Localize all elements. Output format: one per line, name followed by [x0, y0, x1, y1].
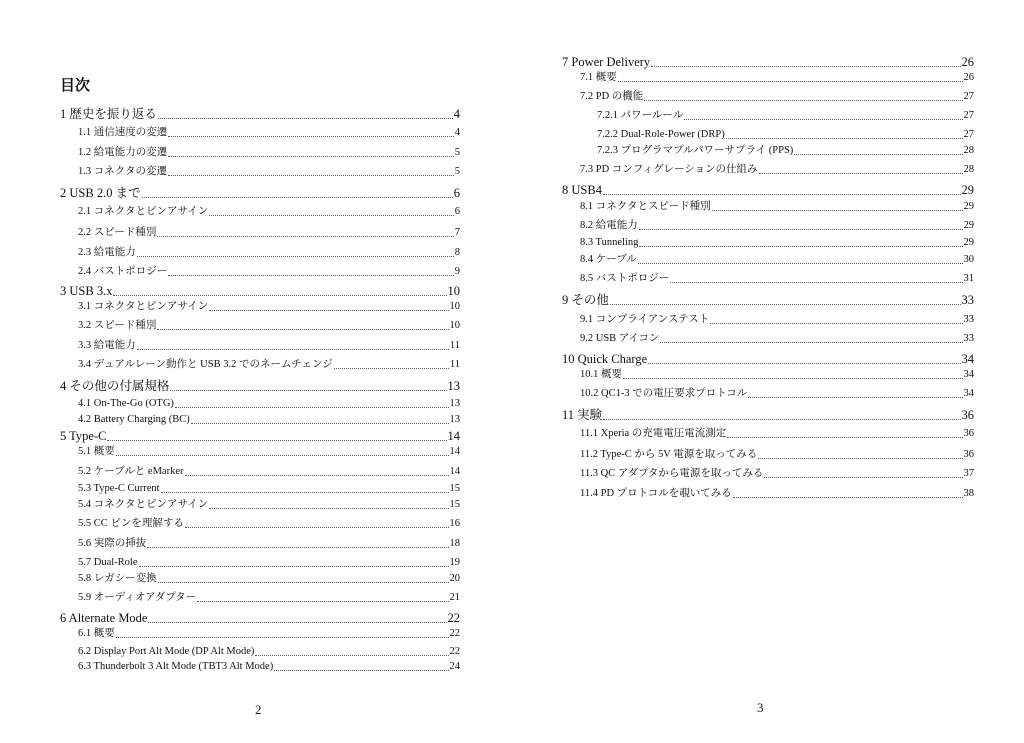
toc-entry-label: 3.1 コネクタとピンアサイン: [78, 301, 209, 312]
toc-entry-label: 6 Alternate Mode: [60, 611, 148, 625]
dot-leader: [168, 275, 454, 276]
toc-entry-page: 16: [449, 518, 460, 529]
toc-entry-page: 14: [449, 446, 460, 457]
dot-leader: [175, 407, 449, 408]
toc-entry-label: 7 Power Delivery: [562, 55, 651, 69]
dot-leader: [168, 175, 454, 176]
toc-entry-label: 5.9 オーディオアダプター: [78, 592, 197, 603]
toc-entry-label: 10.2 QC1-3 での電圧要求プロトコル: [580, 388, 748, 399]
toc-entry-label: 2.4 バストポロジー: [78, 266, 168, 277]
toc-entry-label: 7.2.2 Dual-Role-Power (DRP): [597, 129, 725, 140]
toc-entry-page: 36: [961, 408, 974, 422]
toc-entry[interactable]: [60, 380, 460, 393]
toc-entry-label: 3 USB 3.x: [60, 284, 113, 298]
toc-entry-label: 7.3 PD コンフィグレーションの仕組み: [580, 164, 758, 175]
toc-entry-label: 6.2 Display Port Alt Mode (DP Alt Mode): [78, 646, 255, 657]
toc-entry-page: 6: [453, 186, 460, 200]
toc-entry-page: 14: [449, 466, 460, 477]
toc-entry-page: 26: [963, 72, 974, 83]
toc-entry[interactable]: [597, 111, 974, 122]
toc-entry-page: 33: [961, 293, 974, 307]
toc-entry-label: 10.1 概要: [580, 369, 622, 380]
toc-entry[interactable]: [78, 321, 460, 332]
toc-entry-page: 14: [447, 429, 460, 443]
dot-leader: [209, 508, 448, 509]
toc-entry[interactable]: [562, 353, 974, 366]
toc-entry-page: 22: [449, 628, 460, 639]
dot-leader: [638, 263, 963, 264]
dot-leader: [794, 154, 962, 155]
toc-entry-label: 4 その他の付属規格: [60, 379, 170, 393]
toc-entry[interactable]: [78, 248, 460, 259]
toc-entry-label: 8.1 コネクタとスピード種別: [580, 201, 711, 212]
toc-entry-page: 29: [963, 201, 974, 212]
toc-entry-page: 8: [454, 247, 460, 258]
dot-leader: [255, 655, 448, 656]
toc-entry-page: 10: [447, 284, 460, 298]
toc-entry-label: 1.2 給電能力の変遷: [78, 147, 168, 158]
toc-entry-label: 9.2 USB アイコン: [580, 333, 660, 344]
toc-entry[interactable]: [580, 238, 974, 249]
toc-entry-label: 11.1 Xperia の充電電圧電流測定: [580, 428, 727, 439]
toc-entry-label: 3.2 スピード種別: [78, 320, 157, 331]
toc-entry[interactable]: [580, 489, 974, 500]
toc-entry[interactable]: [78, 467, 460, 478]
toc-entry-label: 10 Quick Charge: [562, 352, 648, 366]
dot-leader: [185, 527, 449, 528]
toc-entry[interactable]: [78, 558, 460, 569]
toc-entry[interactable]: [78, 360, 460, 371]
toc-entry-label: 5.7 Dual-Role: [78, 557, 138, 568]
toc-entry[interactable]: [60, 187, 460, 200]
toc-entry-label: 5.2 ケーブルと eMarker: [78, 466, 184, 477]
toc-entry-label: 6.1 概要: [78, 628, 115, 639]
toc-entry-label: 1.1 通信速度の変遷: [78, 127, 168, 138]
toc-entry-label: 2 USB 2.0 まで: [60, 186, 141, 200]
toc-entry-page: 37: [963, 468, 974, 479]
dot-leader: [712, 210, 963, 211]
toc-entry-label: 1 歴史を振り返る: [60, 107, 157, 121]
dot-leader: [157, 329, 448, 330]
toc-entry-label: 2.3 給電能力: [78, 247, 136, 258]
toc-entry[interactable]: [597, 146, 974, 157]
toc-entry-label: 8.5 バストポロジー: [580, 273, 670, 284]
toc-entry-page: 13: [447, 379, 460, 393]
toc-entry-label: 5.8 レガシー変換: [78, 573, 157, 584]
dot-leader: [684, 119, 962, 120]
dot-leader: [748, 397, 962, 398]
dot-leader: [603, 419, 960, 420]
toc-entry[interactable]: [78, 207, 460, 218]
dot-leader: [161, 492, 449, 493]
toc-entry-label: 2.1 コネクタとピンアサイン: [78, 206, 209, 217]
toc-entry[interactable]: [78, 574, 460, 585]
dot-leader: [139, 566, 449, 567]
dot-leader: [142, 197, 453, 198]
dot-leader: [727, 437, 962, 438]
toc-entry-page: 27: [963, 91, 974, 102]
dot-leader: [764, 477, 962, 478]
toc-entry[interactable]: [78, 539, 460, 550]
toc-entry[interactable]: [580, 73, 974, 84]
toc-entry[interactable]: [78, 593, 460, 604]
toc-entry[interactable]: [78, 341, 460, 352]
dot-leader: [137, 256, 454, 257]
toc-entry-page: 9: [454, 266, 460, 277]
toc-entry[interactable]: [597, 130, 974, 141]
toc-entry-page: 36: [963, 449, 974, 460]
toc-entry[interactable]: [78, 267, 460, 278]
toc-entry-page: 10: [449, 301, 460, 312]
dot-leader: [116, 455, 449, 456]
dot-leader: [758, 458, 962, 459]
toc-entry[interactable]: [580, 165, 974, 176]
dot-leader: [197, 601, 448, 602]
toc-entry-page: 5: [454, 147, 460, 158]
toc-entry[interactable]: [562, 409, 974, 422]
toc-entry-page: 11: [449, 359, 460, 370]
toc-entry-page: 31: [963, 273, 974, 284]
toc-entry-page: 6: [454, 206, 460, 217]
toc-entry-label: 5 Type-C: [60, 429, 107, 443]
dot-leader: [168, 136, 454, 137]
toc-entry-label: 5.4 コネクタとピンアサイン: [78, 499, 209, 510]
dot-leader: [137, 349, 449, 350]
dot-leader: [170, 390, 446, 391]
toc-entry-label: 3.4 デュアルレーン動作と USB 3.2 でのネームチェンジ: [78, 359, 333, 370]
toc-entry-label: 7.2.3 プログラマブルパワーサプライ (PPS): [597, 145, 794, 156]
dot-leader: [648, 363, 960, 364]
toc-entry[interactable]: [78, 399, 460, 410]
toc-entry[interactable]: [78, 228, 460, 239]
toc-entry-page: 38: [963, 488, 974, 499]
toc-entry[interactable]: [78, 484, 460, 495]
dot-leader: [168, 156, 454, 157]
toc-entry-page: 10: [449, 320, 460, 331]
right-page: [512, 0, 1024, 743]
toc-entry-label: 11 実験: [562, 408, 603, 422]
toc-entry[interactable]: [580, 370, 974, 381]
toc-entry-label: 5.1 概要: [78, 446, 115, 457]
toc-entry-page: 27: [963, 129, 974, 140]
toc-entry-page: 13: [449, 414, 460, 425]
dot-leader: [116, 637, 449, 638]
toc-entry-label: 4.2 Battery Charging (BC): [78, 414, 190, 425]
toc-entry-page: 28: [963, 164, 974, 175]
toc-entry[interactable]: [78, 519, 460, 530]
toc-entry[interactable]: [580, 315, 974, 326]
dot-leader: [191, 423, 449, 424]
dot-leader: [623, 378, 963, 379]
toc-entry-page: 29: [963, 220, 974, 231]
toc-entry-label: 5.3 Type-C Current: [78, 483, 160, 494]
toc-entry-label: 8.2 給電能力: [580, 220, 638, 231]
toc-entry[interactable]: [562, 294, 974, 307]
dot-leader: [209, 310, 448, 311]
toc-entry[interactable]: [78, 148, 460, 159]
toc-entry-page: 20: [449, 573, 460, 584]
toc-entry[interactable]: [60, 612, 460, 625]
toc-entry-page: 30: [963, 254, 974, 265]
toc-entry[interactable]: [580, 429, 974, 440]
toc-entry[interactable]: [580, 389, 974, 400]
toc-entry-page: 22: [447, 611, 460, 625]
toc-entry-page: 15: [449, 499, 460, 510]
toc-entry[interactable]: [60, 430, 460, 443]
dot-leader: [158, 118, 453, 119]
toc-entry[interactable]: [580, 92, 974, 103]
toc-entry[interactable]: [580, 450, 974, 461]
toc-entry-page: 4: [454, 127, 460, 138]
toc-entry-page: 29: [961, 183, 974, 197]
toc-entry-label: 8 USB4: [562, 183, 602, 197]
toc-entry-page: 15: [449, 483, 460, 494]
toc-entry-label: 11.2 Type-C から 5V 電源を取ってみる: [580, 449, 758, 460]
toc-entry-page: 33: [963, 314, 974, 325]
page-number: 3: [757, 700, 764, 715]
dot-leader: [639, 246, 962, 247]
dot-leader: [610, 304, 961, 305]
toc-entry[interactable]: [78, 629, 460, 640]
toc-entry[interactable]: [580, 334, 974, 345]
toc-entry-label: 6.3 Thunderbolt 3 Alt Mode (TBT3 Alt Mode): [78, 661, 274, 672]
toc-entry-page: 28: [963, 145, 974, 156]
toc-entry-label: 5.6 実際の挿抜: [78, 538, 147, 549]
toc-title: 目次: [60, 76, 91, 94]
dot-leader: [733, 497, 963, 498]
toc-entry-page: 36: [963, 428, 974, 439]
toc-entry[interactable]: [580, 221, 974, 232]
toc-entry-page: 26: [961, 55, 974, 69]
toc-entry-page: 29: [963, 237, 974, 248]
dot-leader: [726, 138, 963, 139]
toc-entry-label: 11.3 QC アダプタから電源を取ってみる: [580, 468, 764, 479]
dot-leader: [660, 342, 962, 343]
dot-leader: [157, 236, 453, 237]
dot-leader: [148, 622, 446, 623]
toc-entry[interactable]: [580, 469, 974, 480]
toc-entry-page: 24: [449, 661, 460, 672]
toc-entry-page: 4: [453, 107, 460, 121]
toc-entry-page: 33: [963, 333, 974, 344]
toc-entry-page: 34: [963, 369, 974, 380]
toc-entry-page: 13: [449, 398, 460, 409]
toc-entry-page: 34: [963, 388, 974, 399]
dot-leader: [759, 173, 963, 174]
dot-leader: [710, 323, 962, 324]
toc-entry-label: 7.2 PD の機能: [580, 91, 644, 102]
toc-entry-label: 9.1 コンプライアンステスト: [580, 314, 710, 325]
toc-entry-label: 8.4 ケーブル: [580, 254, 637, 265]
toc-entry-page: 18: [449, 538, 460, 549]
toc-entry-page: 7: [454, 227, 460, 238]
toc-entry-label: 7.1 概要: [580, 72, 617, 83]
dot-leader: [334, 368, 449, 369]
dot-leader: [651, 66, 960, 67]
toc-entry-label: 3.3 給電能力: [78, 340, 136, 351]
toc-entry[interactable]: [78, 647, 460, 658]
dot-leader: [670, 282, 962, 283]
dot-leader: [113, 295, 446, 296]
dot-leader: [209, 215, 453, 216]
toc-entry[interactable]: [78, 415, 460, 426]
toc-entry-label: 5.5 CC ピンを理解する: [78, 518, 184, 529]
toc-entry[interactable]: [60, 108, 460, 121]
toc-entry-page: 19: [449, 557, 460, 568]
toc-entry-page: 11: [449, 340, 460, 351]
dot-leader: [603, 194, 961, 195]
toc-entry[interactable]: [78, 662, 460, 673]
dot-leader: [274, 670, 448, 671]
toc-entry-label: 11.4 PD プロトコルを覗いてみる: [580, 488, 732, 499]
toc-entry[interactable]: [580, 255, 974, 266]
dot-leader: [644, 100, 962, 101]
toc-entry[interactable]: [562, 56, 974, 69]
toc-entry-label: 8.3 Tunneling: [580, 237, 639, 248]
page-number: 2: [255, 702, 262, 717]
toc-entry[interactable]: [78, 167, 460, 178]
toc-entry[interactable]: [580, 202, 974, 213]
toc-entry[interactable]: [562, 184, 974, 197]
toc-entry-page: 21: [449, 592, 460, 603]
toc-entry-page: 27: [963, 110, 974, 121]
dot-leader: [107, 440, 446, 441]
toc-entry[interactable]: [78, 447, 460, 458]
toc-entry[interactable]: [78, 500, 460, 511]
toc-entry[interactable]: [580, 274, 974, 285]
toc-entry-label: 1.3 コネクタの変遷: [78, 166, 168, 177]
dot-leader: [639, 229, 963, 230]
toc-entry[interactable]: [78, 302, 460, 313]
toc-entry-label: 7.2.1 パワールール: [597, 110, 684, 121]
toc-entry-label: 9 その他: [562, 293, 609, 307]
toc-entry-label: 4.1 On-The-Go (OTG): [78, 398, 174, 409]
dot-leader: [618, 81, 963, 82]
dot-leader: [147, 547, 448, 548]
dot-leader: [185, 475, 449, 476]
toc-entry[interactable]: [60, 285, 460, 298]
toc-entry[interactable]: [78, 128, 460, 139]
toc-entry-page: 22: [449, 646, 460, 657]
toc-entry-page: 5: [454, 166, 460, 177]
toc-entry-label: 2.2 スピード種別: [78, 227, 157, 238]
toc-entry-page: 34: [961, 352, 974, 366]
dot-leader: [158, 582, 449, 583]
